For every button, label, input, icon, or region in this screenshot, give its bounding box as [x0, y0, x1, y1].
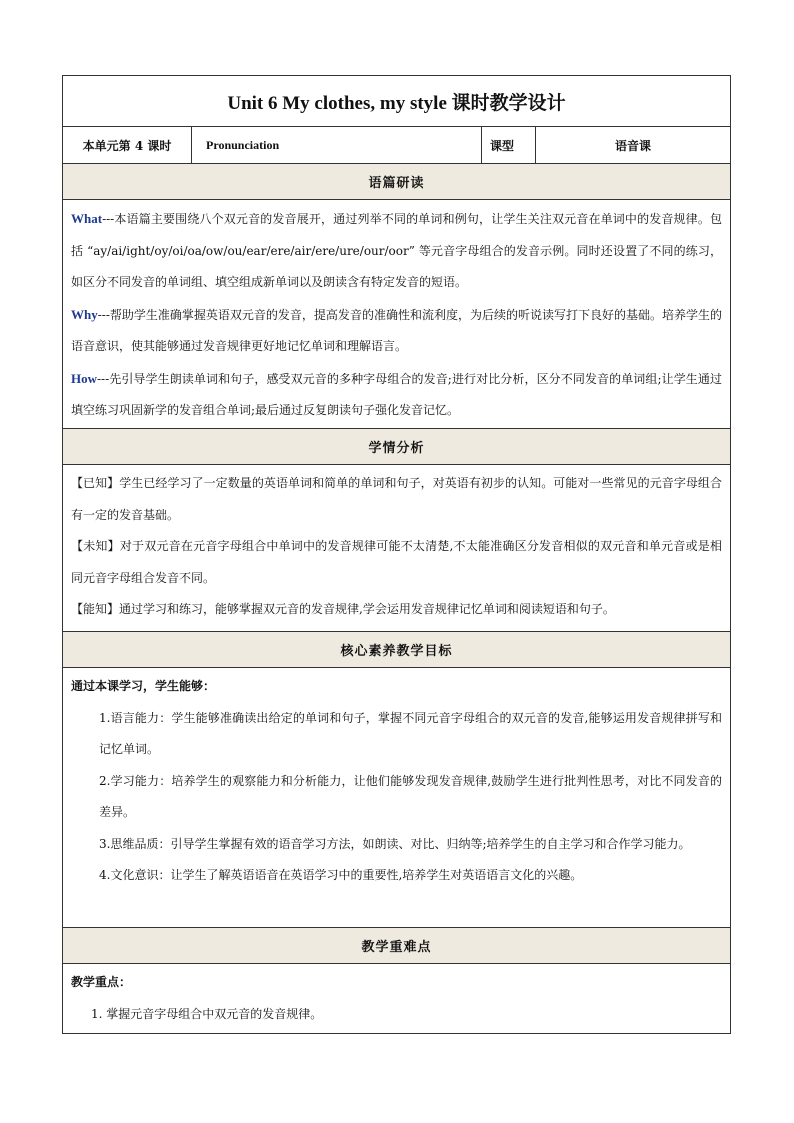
section-body-keypoints — [62, 964, 731, 1034]
document-title: Unit 6 My clothes, my style 课时教学设计 — [62, 75, 731, 127]
how-text: ---先引导学生朗读单词和句子，感受双元音的多种字母组合的发音;进行对比分析，区分不同发音的单词组;让学生通过填空练习巩固新学的发音组合单词;最后通过反复朗读句子强化发音记忆。 — [71, 371, 722, 417]
unknown-paragraph: 【未知】对于双元音在元音字母组合中单词中的发音规律可能不太清楚,不太能准确区分发音相似的双元音和单元音或是相同元音字母组合发音不同。 — [71, 539, 722, 585]
goal-item: 2.学习能力：培养学生的观察能力和分析能力，让他们能够发现发音规律,鼓励学生进行批判性思考，对比不同发音的差异。 — [99, 773, 722, 819]
what-paragraph — [71, 203, 722, 299]
section-body-analysis — [62, 465, 731, 632]
lesson-type-value: 语音课 — [535, 127, 730, 163]
section-heading-reading: 语篇研读 — [62, 164, 731, 200]
section-heading-analysis: 学情分析 — [62, 429, 731, 465]
how-paragraph — [71, 363, 722, 427]
what-keyword: What — [71, 211, 103, 226]
lesson-plan-table — [62, 75, 731, 1034]
how-keyword: How — [71, 370, 97, 386]
meta-row — [62, 127, 731, 164]
what-text: ---本语篇主要围绕八个双元音的发音展开，通过列举不同的单词和例句，让学生关注双元音在单词中的发音规律。包括 “ay/ai/ight/oy/oi/oa/ow/ou/ear/ere/air/ere/ure/our/oor” 等元音字母组合的发音示例。同时还设置了不同的练习，如区分不同发音的单词组、填空组成新单词以及朗读含有特定发音的短语。 — [71, 212, 722, 289]
lesson-type-label: 课型 — [481, 127, 535, 163]
section-body-goals — [62, 668, 731, 928]
able-paragraph: 【能知】通过学习和练习，能够掌握双元音的发音规律,学会运用发音规律记忆单词和阅读短语和句子。 — [71, 602, 615, 616]
keypoint-item: 1. 掌握元音字母组合中双元音的发音规律。 — [91, 1006, 323, 1021]
known-paragraph: 【已知】学生已经学习了一定数量的英语单词和简单的单词和句子，对英语有初步的认知。可能对一些常见的元音字母组合有一定的发音基础。 — [71, 476, 722, 522]
lesson-topic: Pronunciation — [191, 127, 481, 163]
goals-intro: 通过本课学习，学生能够： — [71, 679, 216, 693]
goal-item: 1.语言能力：学生能够准确读出给定的单词和句子，掌握不同元音字母组合的双元音的发音,能够运用发音规律拼写和记忆单词。 — [99, 710, 722, 756]
why-keyword: Why — [71, 306, 98, 322]
why-paragraph — [71, 299, 722, 363]
goal-item: 3.思维品质：引导学生掌握有效的语音学习方法，如朗读、对比、归纳等;培养学生的自主学习和合作学习能力。 — [99, 836, 691, 851]
lesson-number: 本单元第 4 课时 — [82, 138, 172, 153]
section-heading-keypoints: 教学重难点 — [62, 928, 731, 964]
section-heading-goals: 核心素养教学目标 — [62, 632, 731, 668]
keypoints-label: 教学重点： — [71, 975, 132, 989]
section-body-reading — [62, 200, 731, 429]
why-text: ---帮助学生准确掌握英语双元音的发音，提高发音的准确性和流利度，为后续的听说读写打下良好的基础。培养学生的语音意识，使其能够通过发音规律更好地记忆单词和理解语言。 — [71, 307, 722, 353]
goal-item: 4.文化意识：让学生了解英语语音在英语学习中的重要性,培养学生对英语语言文化的兴趣。 — [99, 868, 583, 882]
